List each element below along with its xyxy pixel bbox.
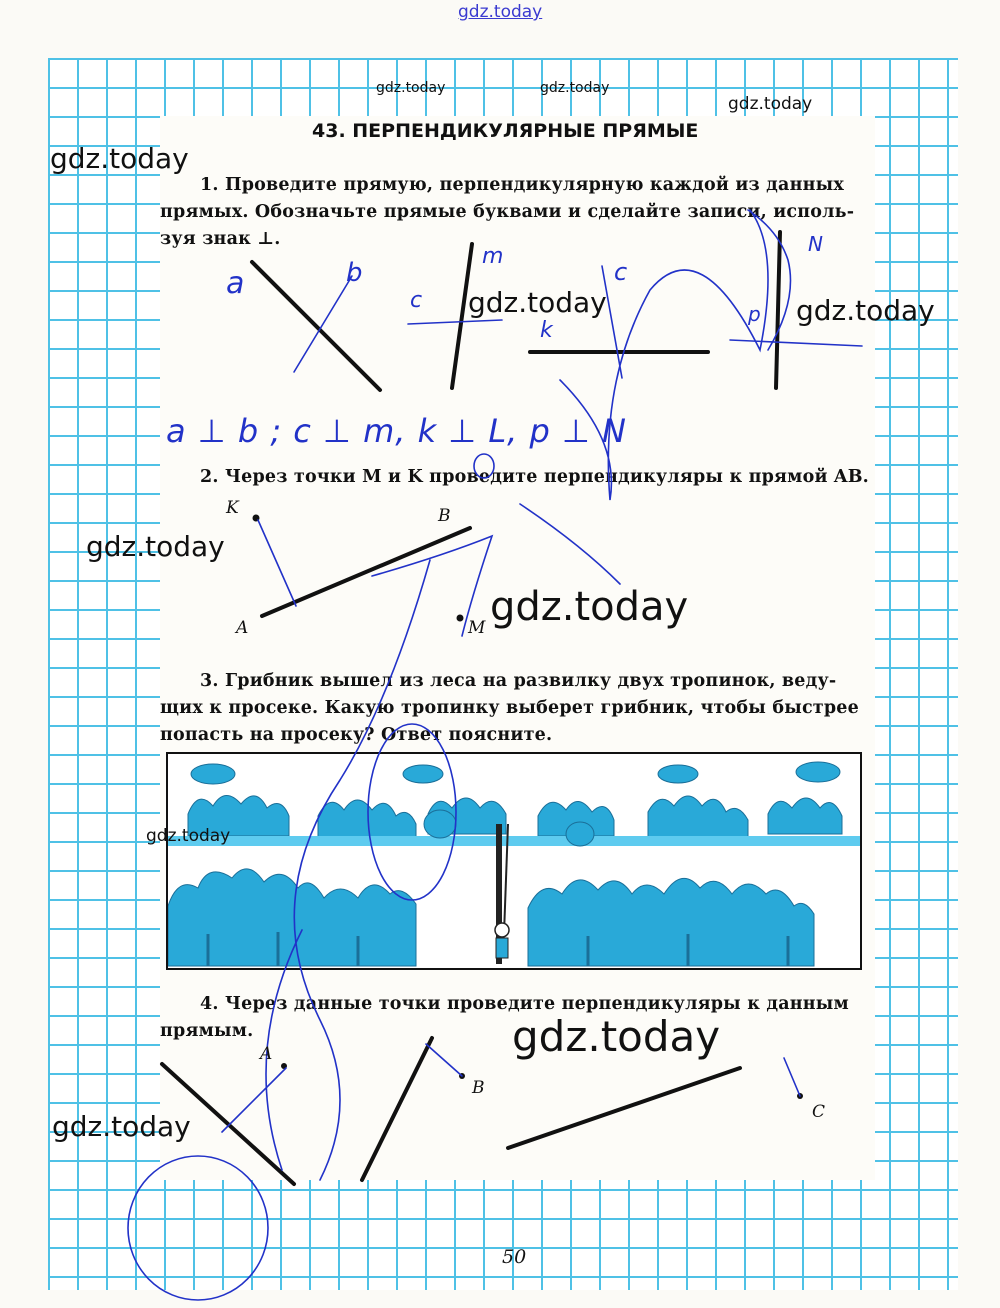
task-4-line-2: прямым. [160, 1021, 254, 1041]
watermark-2: gdz.today [540, 80, 610, 96]
watermark-7: gdz.today [86, 530, 225, 563]
ink-circle-o [474, 454, 494, 478]
ink-circle-2 [128, 1156, 268, 1300]
label-a: A [236, 618, 249, 638]
task-4-number: 4. [200, 994, 219, 1014]
label-b: B [438, 506, 451, 526]
ink-scribble-2 [748, 210, 791, 350]
ink-line-p [730, 340, 862, 346]
watermark-8: gdz.today [490, 584, 689, 630]
hw-letter-l: c [614, 258, 628, 286]
hw-letter-b: b [346, 258, 363, 288]
watermark-10: gdz.today [512, 1012, 721, 1061]
hw-letter-c: c [410, 288, 423, 313]
ink-stroke-1 [520, 504, 620, 584]
ink-line-c [408, 320, 502, 324]
task-1-line-1: Проведите прямую, перпендикулярную каждой из данных [224, 175, 844, 195]
task-1-number: 1. [200, 175, 219, 195]
task-3-line-3: попасть на просеку? Ответ поясните. [160, 725, 553, 745]
hw-letter-a: a [226, 266, 245, 301]
handwritten-ink [128, 210, 862, 1300]
task-3-line-1: Грибник вышел из леса на развилку двух тропинок, веду- [224, 671, 837, 691]
task-1-line-3: зуя знак ⊥. [160, 229, 281, 249]
label-b4: B [472, 1078, 485, 1098]
ink-scribble-1 [560, 210, 768, 500]
watermark-3: gdz.today [728, 94, 813, 114]
hw-answer-1: a ⊥ b ; c ⊥ m, k ⊥ L, p ⊥ N [166, 412, 627, 450]
task4-line-c [508, 1068, 740, 1148]
watermark-6: gdz.today [796, 294, 935, 327]
page-number: 50 [502, 1246, 527, 1268]
watermark-5: gdz.today [468, 286, 607, 319]
watermark-9: gdz.today [146, 826, 231, 846]
task-2-text: Через точки M и K проведите перпендикуляры к прямой AB. [224, 467, 869, 487]
watermark-4: gdz.today [50, 142, 189, 175]
label-k: K [226, 498, 239, 518]
ink-perp-a [222, 1068, 286, 1132]
hw-letter-n: N [808, 232, 823, 256]
hw-letter-p: p [748, 302, 761, 326]
task-3-line-2: щих к просеке. Какую тропинку выберет грибник, чтобы быстрее [160, 698, 859, 718]
ink-line-b [294, 276, 352, 372]
hw-letter-k: k [540, 318, 553, 343]
task1-line-n [776, 232, 780, 388]
task-3-number: 3. [200, 671, 219, 691]
task-2-number: 2. [200, 467, 219, 487]
ink-circle-1 [368, 724, 456, 900]
task4-line-b [362, 1038, 432, 1180]
task-4-line-1: Через данные точки проведите перпендикуляры к данным [224, 994, 849, 1014]
hw-letter-m: m [482, 244, 504, 269]
task-1-line-2: прямых. Обозначьте прямые буквами и сделайте записи, исполь- [160, 202, 855, 222]
label-m: M [468, 618, 486, 638]
task2-line-ab [262, 528, 470, 616]
page-title: 43. ПЕРПЕНДИКУЛЯРНЫЕ ПРЯМЫЕ [312, 120, 699, 142]
ink-perp-b [426, 1044, 462, 1076]
ink-perp-k [258, 520, 296, 606]
watermark-11: gdz.today [52, 1110, 191, 1143]
label-a4: A [260, 1044, 273, 1064]
ink-perp-c [784, 1058, 800, 1096]
watermark-top-link[interactable]: gdz.today [458, 2, 543, 22]
watermark-1: gdz.today [376, 80, 446, 96]
label-c4: C [812, 1102, 826, 1122]
point-m [457, 615, 464, 622]
